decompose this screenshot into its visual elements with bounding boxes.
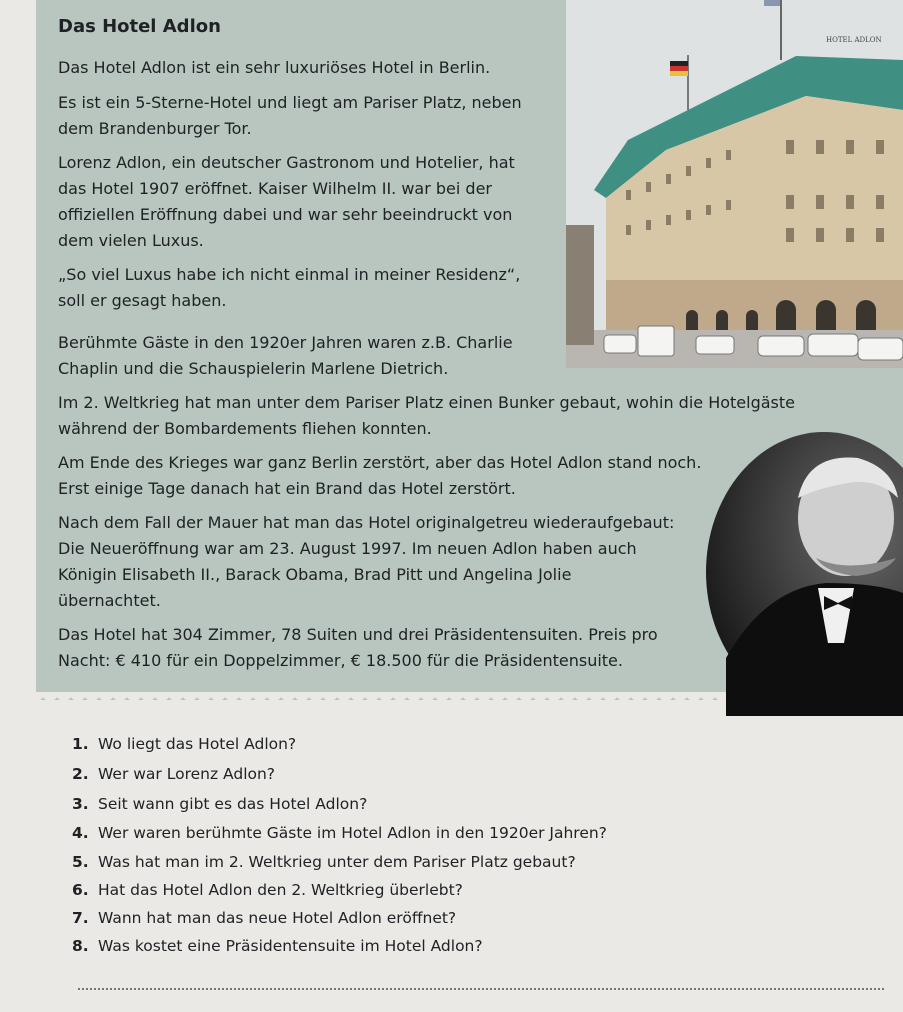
question-item <box>72 909 456 927</box>
text-line: das Hotel 1907 eröffnet. Kaiser Wilhelm II. war bei der <box>58 179 493 198</box>
text-line: Es ist ein 5-Sterne-Hotel und liegt am Pariser Platz, neben <box>58 93 522 112</box>
text-line: Im 2. Weltkrieg hat man unter dem Pariser Platz einen Bunker gebaut, wohin die Hotelgäste <box>58 393 795 412</box>
question-item <box>72 824 607 842</box>
question-number: 7. <box>72 909 89 927</box>
question-number: 5. <box>72 853 89 871</box>
question-number: 1. <box>72 735 89 753</box>
question-item <box>72 735 296 753</box>
text-line: offiziellen Eröffnung dabei und war sehr beeindruckt von <box>58 205 513 224</box>
paragraph-9 <box>58 622 658 674</box>
paragraph-7 <box>58 450 701 502</box>
text-line: übernachtet. <box>58 591 161 610</box>
hotel-adlon-photo <box>566 0 903 368</box>
text-line: soll er gesagt haben. <box>58 291 227 310</box>
text-line: Die Neueröffnung war am 23. August 1997. Im neuen Adlon haben auch <box>58 539 637 558</box>
question-text: Wann hat man das neue Hotel Adlon eröffnet? <box>98 909 457 927</box>
text-line: Erst einige Tage danach hat ein Brand das Hotel zerstört. <box>58 479 516 498</box>
text-line: Nacht: € 410 für ein Doppelzimmer, € 18.500 für die Präsidentensuite. <box>58 651 623 670</box>
question-item <box>72 765 275 783</box>
box-border-left <box>30 0 40 700</box>
question-number: 2. <box>72 765 89 783</box>
text-line: Lorenz Adlon, ein deutscher Gastronom und Hotelier, hat <box>58 153 515 172</box>
paragraph-6 <box>58 390 795 442</box>
question-text: Was kostet eine Präsidentensuite im Hotel Adlon? <box>98 937 483 955</box>
question-text: Was hat man im 2. Weltkrieg unter dem Pariser Platz gebaut? <box>98 853 576 871</box>
question-number: 8. <box>72 937 89 955</box>
lorenz-adlon-portrait <box>706 428 903 716</box>
text-line: dem Brandenburger Tor. <box>58 119 252 138</box>
paragraph-4 <box>58 262 520 314</box>
question-number: 3. <box>72 795 89 813</box>
question-number: 4. <box>72 824 89 842</box>
question-text: Wo liegt das Hotel Adlon? <box>98 735 297 753</box>
text-line: „So viel Luxus habe ich nicht einmal in meiner Residenz“, <box>58 265 521 284</box>
text-line: Das Hotel Adlon ist ein sehr luxuriöses Hotel in Berlin. <box>58 58 491 77</box>
paragraph-3 <box>58 150 515 254</box>
question-item <box>72 795 367 813</box>
paragraph-2 <box>58 90 522 142</box>
text-line: Berühmte Gäste in den 1920er Jahren waren z.B. Charlie <box>58 333 513 352</box>
question-number: 6. <box>72 881 89 899</box>
answer-line <box>78 988 884 990</box>
question-item <box>72 881 463 899</box>
text-line: Königin Elisabeth II., Barack Obama, Brad Pitt und Angelina Jolie <box>58 565 572 584</box>
question-text: Wer war Lorenz Adlon? <box>98 765 276 783</box>
paragraph-8 <box>58 510 674 614</box>
question-item <box>72 853 576 871</box>
question-item <box>72 937 483 955</box>
text-line: Chaplin und die Schauspielerin Marlene Dietrich. <box>58 359 449 378</box>
text-line: während der Bombardements fliehen konnten. <box>58 419 432 438</box>
text-line: dem vielen Luxus. <box>58 231 204 250</box>
text-line: Am Ende des Krieges war ganz Berlin zerstört, aber das Hotel Adlon stand noch. <box>58 453 702 472</box>
text-line: Nach dem Fall der Mauer hat man das Hotel originalgetreu wiederaufgebaut: <box>58 513 675 532</box>
question-text: Hat das Hotel Adlon den 2. Weltkrieg überlebt? <box>98 881 463 899</box>
question-text: Seit wann gibt es das Hotel Adlon? <box>98 795 368 813</box>
photo-sign-text: HOTEL ADLON <box>826 36 882 44</box>
question-text: Wer waren berühmte Gäste im Hotel Adlon in den 1920er Jahren? <box>98 824 607 842</box>
paragraph-5 <box>58 330 513 382</box>
paragraph-1 <box>58 55 490 81</box>
article-title: Das Hotel Adlon <box>58 16 221 37</box>
text-line: Das Hotel hat 304 Zimmer, 78 Suiten und drei Präsidentensuiten. Preis pro <box>58 625 658 644</box>
